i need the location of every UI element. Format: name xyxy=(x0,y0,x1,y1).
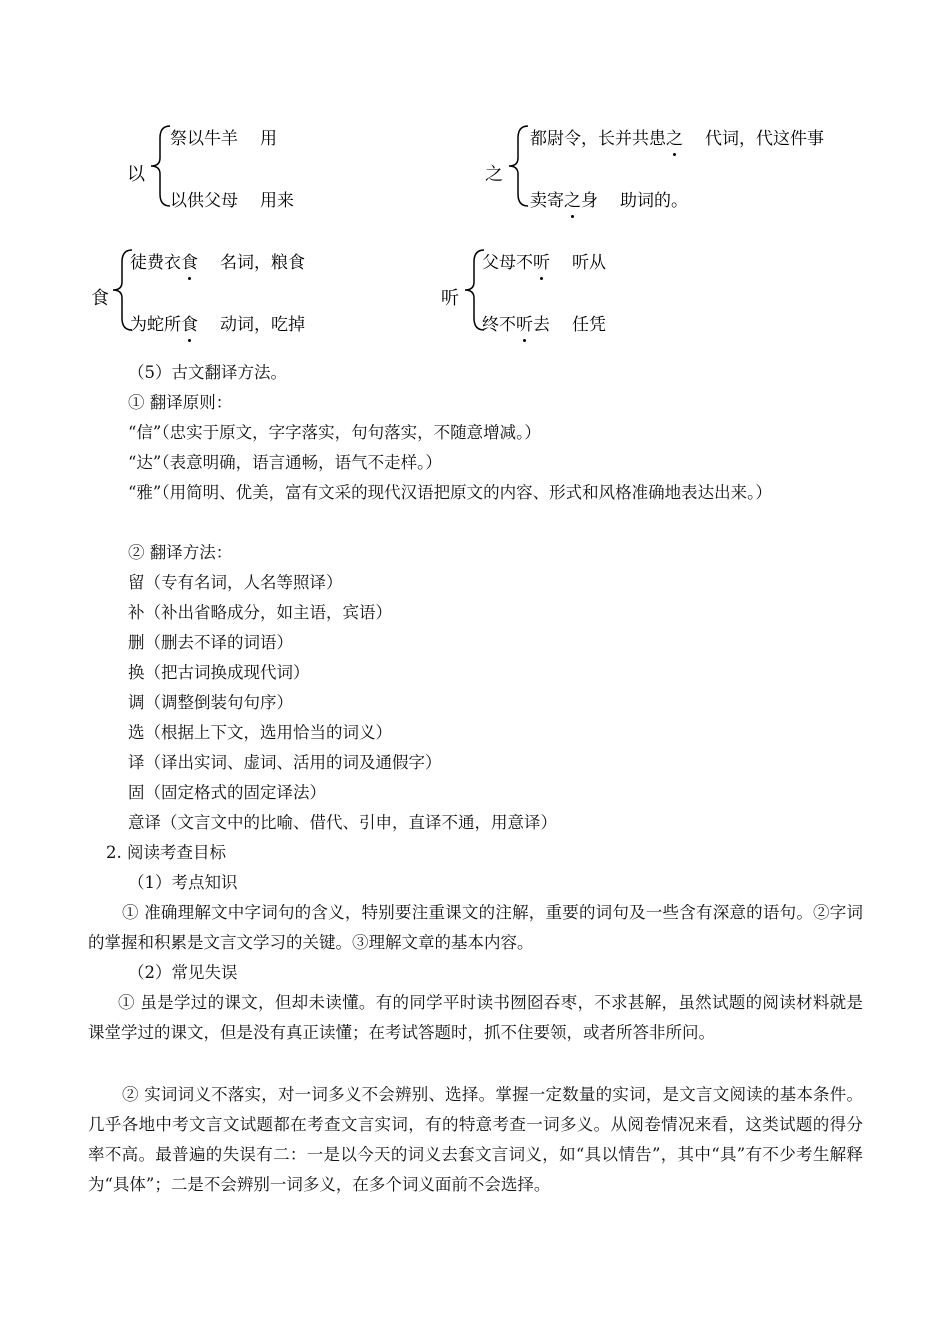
method-line: 固（固定格式的固定译法） xyxy=(128,783,326,802)
diagram-item: 卖寄之身 助词的。 xyxy=(530,191,688,211)
diagram-item: 以供父母 用来 xyxy=(170,191,294,211)
diagram-item: 徒费衣食 名词，粮食 xyxy=(130,253,305,273)
method-line: 译（译出实词、虚词、活用的词及通假字） xyxy=(128,753,442,772)
diagram-head: 食 xyxy=(91,288,109,309)
method-line: 删（删去不译的词语） xyxy=(128,633,293,652)
principle-paragraph: “雅”（用简明、优美，富有文采的现代汉语把原文的内容、形式和风格准确地表达出来。） xyxy=(128,483,772,502)
method-line: 选（根据上下文，选用恰当的词义） xyxy=(128,723,392,742)
diagram-head: 以 xyxy=(127,164,145,185)
diagram-item: 终不听去 任凭 xyxy=(482,315,606,335)
brace-icon xyxy=(148,124,172,208)
section-heading: 2. 阅读考查目标 xyxy=(106,843,226,862)
diagram-yi xyxy=(122,118,342,218)
method-line: 调（调整倒装句句序） xyxy=(128,693,293,712)
diagram-item: 为蛇所食 动词，吃掉 xyxy=(130,315,305,335)
diagram-item: 父母不听 听从 xyxy=(482,253,606,273)
paragraph: ① 准确理解文中字词句的含义，特别要注重课文的注解，重要的词句及一些含有深意的语句。②字词的掌握和积累是文言文学习的关键。③理解文章的基本内容。 xyxy=(88,903,863,952)
subheading: （1）考点知识 xyxy=(128,873,238,892)
method-line: 补（补出省略成分，如主语，宾语） xyxy=(128,603,392,622)
diagram-item: 祭以牛羊 用 xyxy=(170,129,277,149)
method-line: 换（把古词换成现代词） xyxy=(128,663,310,682)
diagram-head: 听 xyxy=(441,288,459,309)
diagram-head: 之 xyxy=(485,164,503,185)
paragraph: ② 实词词义不落实，对一词多义不会辨别、选择。掌握一定数量的实词，是文言文阅读的基本条件。几乎各地中考文言文试题都在考查文言实词，有的特意考查一词多义。从阅卷情况来看，这类试题的得分率不高。最普遍的失误有二：一是以今天的词义去套文言词义，如“具以情告”，其中“具”有不少考生解释为“具体”；二是不会辨别一词多义，在多个词义面前不会选择。 xyxy=(88,1085,863,1194)
diagram-item: 都尉令，长并共患之 代词，代这件事 xyxy=(530,129,824,149)
section-heading: （5）古文翻译方法。 xyxy=(128,363,287,382)
diagram-shi xyxy=(88,242,348,342)
principle-line: “达”（表意明确，语言通畅，语气不走样。） xyxy=(128,453,442,472)
principle-line: “信”（忠实于原文，字字落实，句句落实，不随意增减。） xyxy=(128,423,541,442)
subheading: ② 翻译方法： xyxy=(128,543,233,562)
diagram-zhi xyxy=(482,118,872,218)
brace-icon xyxy=(506,124,530,208)
subheading: （2）常见失误 xyxy=(128,963,238,982)
diagram-ting xyxy=(438,242,658,342)
method-line: 意译（文言文中的比喻、借代、引申，直译不通，用意译） xyxy=(128,813,557,832)
subheading: ① 翻译原则： xyxy=(128,393,233,412)
method-line: 留（专有名词，人名等照译） xyxy=(128,573,343,592)
paragraph: ① 虽是学过的课文，但却未读懂。有的同学平时读书囫囵吞枣，不求甚解，虽然试题的阅读材料就是课堂学过的课文，但是没有真正读懂；在考试答题时，抓不住要领，或者所答非所问。 xyxy=(88,993,863,1042)
